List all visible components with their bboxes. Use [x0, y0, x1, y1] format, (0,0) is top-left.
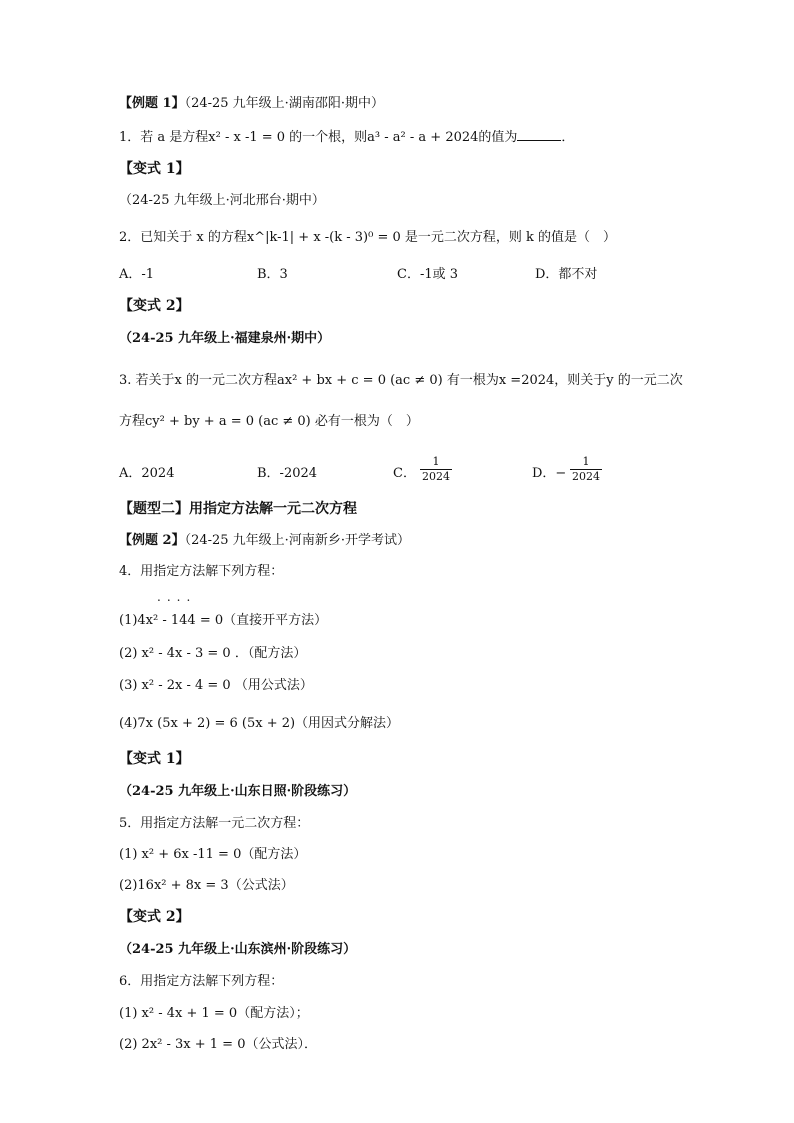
question-3-line-2: 方程cy² + by + a = 0 (ac ≠ 0) 必有一根为（ ）: [119, 414, 419, 429]
option-c-fraction: [420, 455, 452, 484]
question-4-item-2: (2) x² - 4x - 3 = 0 ．（配方法）: [119, 646, 307, 661]
question-1-end: ．: [561, 130, 575, 145]
variant-2b-title: 【变式 2】: [119, 909, 190, 925]
question-2-option-b: B．3: [257, 267, 288, 282]
example-2-title: 【例题 2】: [119, 533, 185, 548]
variant-1b-title: 【变式 1】: [119, 751, 190, 767]
question-3-option-d: D．−: [532, 466, 567, 481]
question-1-text: 1．若 a 是方程x² - x -1 = 0 的一个根，则a³ - a² - a + 2024的值为: [119, 130, 518, 145]
variant-1-source: （24-25 九年级上·河北邢台·期中）: [119, 193, 325, 208]
answer-blank: [517, 128, 561, 141]
question-2-option-a: A．-1: [119, 267, 155, 282]
variant-1-title: 【变式 1】: [119, 161, 190, 177]
question-3-option-c: C．: [393, 466, 416, 481]
question-3-option-b: B．-2024: [257, 466, 318, 481]
example-1-source: （24-25 九年级上·湖南邵阳·期中）: [184, 96, 384, 111]
question-4-item-3: (3) x² - 2x - 4 = 0 （用公式法）: [119, 678, 313, 693]
emphasis-dots: ....: [157, 590, 197, 604]
section-type-2-title: 【题型二】用指定方法解一元二次方程: [119, 501, 357, 517]
variant-2-title: 【变式 2】: [119, 298, 190, 314]
question-2-option-c: C．-1或 3: [397, 267, 459, 282]
question-5: 5．用指定方法解一元二次方程：: [119, 816, 310, 831]
variant-1b-source: （24-25 九年级上·山东日照·阶段练习）: [119, 784, 357, 799]
question-6: 6．用指定方法解下列方程：: [119, 974, 284, 989]
example-2-source: （24-25 九年级上·河南新乡·开学考试）: [184, 533, 410, 548]
question-5-item-2: (2)16x² + 8x = 3（公式法）: [119, 878, 294, 893]
question-4-item-1: (1)4x² - 144 = 0（直接开平方法）: [119, 613, 328, 628]
option-d-numerator: 1: [582, 455, 590, 468]
question-4: 4．用指定方法解下列方程：: [119, 564, 284, 579]
variant-2b-source: （24-25 九年级上·山东滨州·阶段练习）: [119, 942, 357, 957]
question-4-item-4: (4)7x (5x + 2) = 6 (5x + 2)（用因式分解法）: [119, 716, 400, 731]
option-c-numerator: 1: [432, 455, 440, 468]
example-1-title: 【例题 1】: [119, 96, 185, 111]
option-d-denominator: 2024: [572, 470, 600, 483]
question-6-item-2: (2) 2x² - 3x + 1 = 0（公式法）．: [119, 1037, 317, 1052]
question-6-item-1: (1) x² - 4x + 1 = 0（配方法）；: [119, 1006, 309, 1021]
question-2-option-d: D．都不对: [535, 267, 598, 282]
question-5-item-1: (1) x² + 6x -11 = 0（配方法）: [119, 847, 307, 862]
question-1: [119, 128, 574, 147]
example-1-header: [119, 95, 384, 113]
option-d-fraction: [570, 455, 602, 484]
variant-2-source: （24-25 九年级上·福建泉州·期中）: [119, 331, 331, 346]
option-c-denominator: 2024: [422, 470, 450, 483]
question-2: 2．已知关于 x 的方程x^|k-1| + x -(k - 3)⁰ = 0 是一元二次方程，则 k 的值是（ ）: [119, 230, 617, 245]
question-3-option-a: A．2024: [119, 466, 175, 481]
example-2-header: [119, 532, 410, 550]
question-3-line-1: 3. 若关于x 的一元二次方程ax² + bx + c = 0 (ac ≠ 0) 有一根为x =2024，则关于y 的一元二次: [119, 373, 683, 388]
